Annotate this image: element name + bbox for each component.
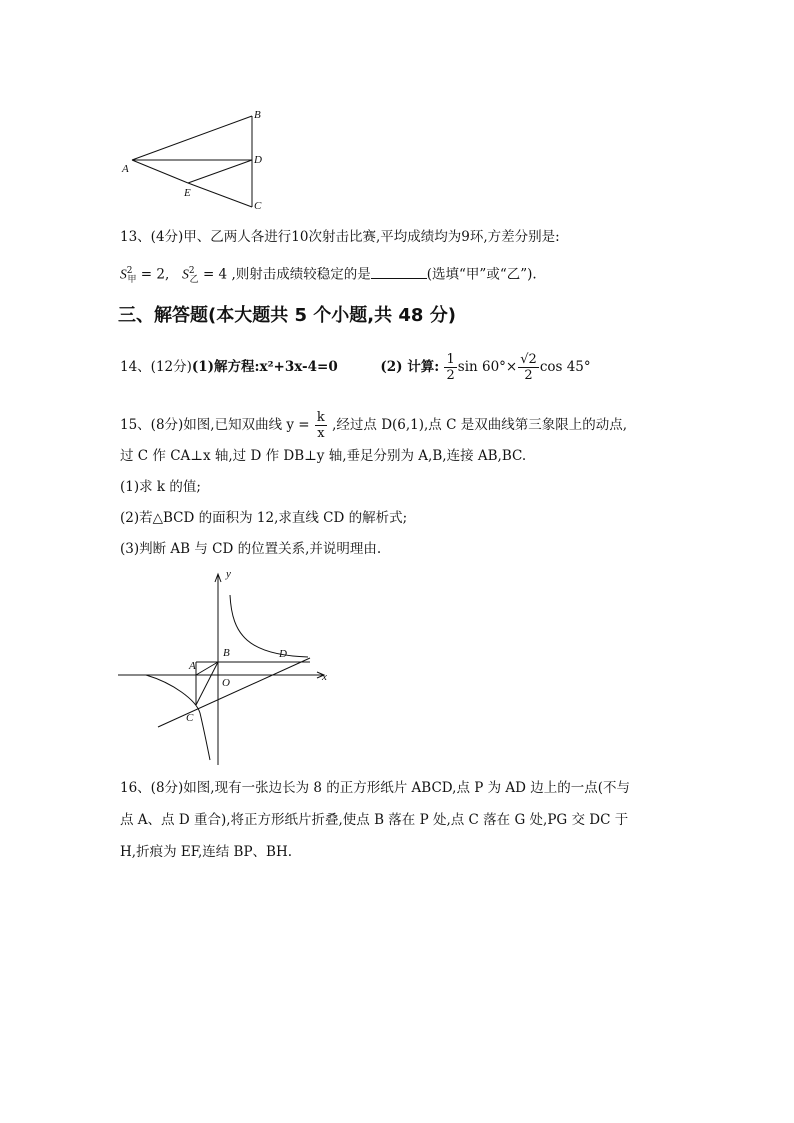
q16-line1: 16、(8分)如图,现有一张边长为 8 的正方形纸片 ABCD,点 P 为 AD 边上的一点(不与 (120, 780, 631, 796)
q14-line (120, 352, 591, 383)
q16-line2: 点 A、点 D 重合),将正方形纸片折叠,使点 B 落在 P 处,点 C 落在 G 处,PG 交 DC 于 (120, 812, 629, 828)
q13-choice-text: (选填“甲”或“乙”). (426, 266, 537, 283)
label-A: A (122, 163, 129, 175)
q14-part2-label: (2) 计算: (380, 359, 440, 375)
q13-line1: 13、(4分)甲、乙两人各进行10次射击比赛,平均成绩均为9环,方差分别是: (120, 229, 560, 245)
label-y: y (226, 568, 231, 580)
fraction-k-over-x: $\frac{k}{x}$ (316, 410, 325, 441)
q16-line3: H,折痕为 EF,连结 BP、BH. (120, 844, 293, 860)
q14-cos-term: cos 45° (539, 359, 591, 375)
hyperbola-figure (118, 565, 338, 770)
variance-jia-subscript: 甲 (127, 275, 137, 286)
variance-jia-value: = 2, (140, 266, 170, 283)
q15-line1 (120, 410, 627, 441)
q14-sin-term: sin 60°× (457, 359, 518, 375)
label-C: C (254, 200, 262, 212)
label-C: C (186, 712, 194, 724)
q15-line1-end: ,经过点 D(6,1),点 C 是双曲线第三象限上的动点, (332, 417, 628, 433)
q15-line2: 过 C 作 CA⊥x 轴,过 D 作 DB⊥y 轴,垂足分别为 A,B,连接 AB,BC. (120, 448, 527, 464)
q14-part1: (1)解方程:x²+3x-4=0 (191, 359, 338, 375)
q15-line1-start: 15、(8分)如图,已知双曲线 y = (120, 417, 310, 433)
label-x: x (322, 671, 327, 683)
variance-yi-symbol: S (182, 266, 189, 282)
section-title: 三、解答题(本大题共 5 个小题,共 48 分) (118, 305, 456, 326)
label-D: D (279, 648, 287, 660)
variance-jia-symbol: S (120, 266, 127, 282)
q15-sub1: (1)求 k 的值; (120, 479, 201, 495)
q14-prefix: 14、(12分) (120, 359, 192, 375)
fraction-root2-over-2: $\frac{√2}{2}$ (520, 352, 537, 383)
label-B: B (254, 109, 261, 121)
variance-yi-value: = 4 (202, 266, 228, 283)
q15-sub2: (2)若△BCD 的面积为 12,求直线 CD 的解析式; (120, 510, 408, 526)
label-D: D (254, 154, 262, 166)
label-A: A (189, 660, 196, 672)
answer-blank (371, 264, 427, 279)
label-E: E (184, 187, 191, 199)
q13-question-text: ,则射击成绩较稳定的是 (231, 266, 371, 283)
q15-sub3: (3)判断 AB 与 CD 的位置关系,并说明理由. (120, 541, 382, 557)
fraction-one-half: $\frac{1}{2}$ (446, 352, 455, 383)
label-B: B (223, 647, 230, 659)
triangle-figure (118, 104, 278, 214)
variance-yi-subscript: 乙 (189, 275, 199, 286)
label-O: O (222, 677, 230, 689)
q13-line2: $S^2_甲 = 2$, $S^2_乙 = 4$ ,则射击成绩较稳定的是 (选填“甲”或“乙”). (120, 261, 537, 290)
